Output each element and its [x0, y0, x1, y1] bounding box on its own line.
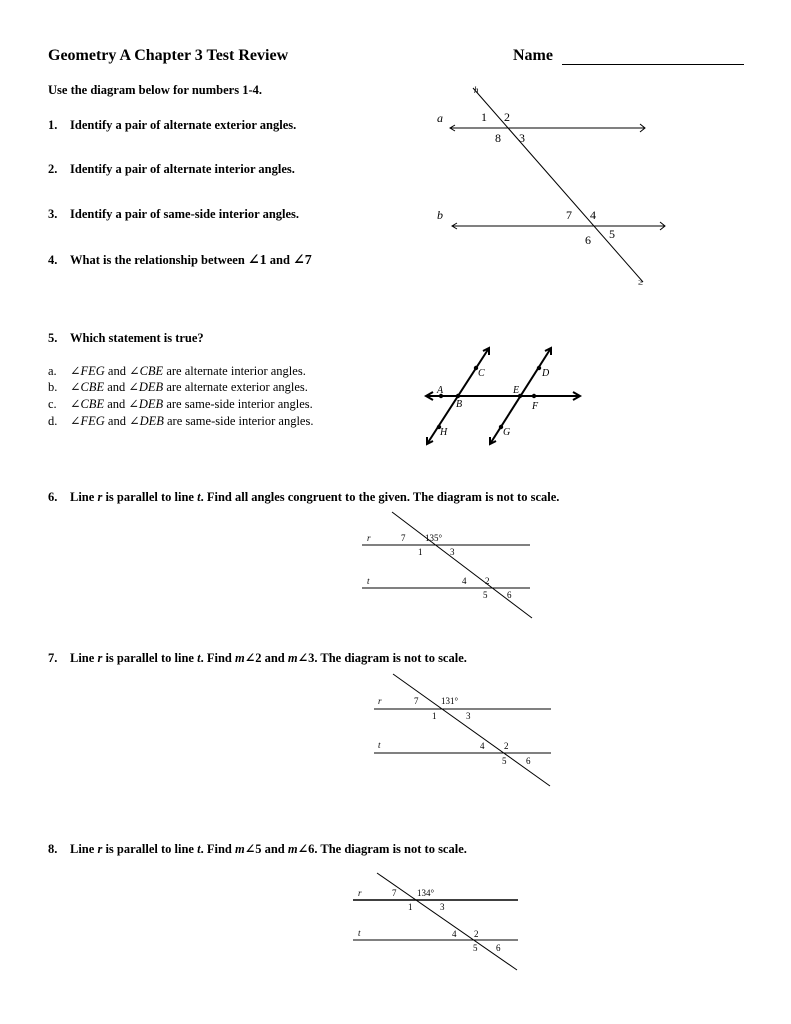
angle-label-2: 2 [474, 929, 479, 939]
angle-label-7: 7 [392, 888, 397, 898]
variable-t: t [197, 490, 201, 504]
conjunction: and [261, 842, 288, 856]
option-text: are alternate exterior angles. [163, 380, 308, 394]
label-point-b: B [456, 399, 463, 410]
label-point-g: G [503, 427, 511, 438]
angle-symbol: ∠1 [247, 253, 267, 268]
angle-name: ∠DEB [128, 380, 164, 394]
variable-t: t [197, 651, 201, 665]
question-number: 2. [48, 162, 58, 176]
angle-label-7: 7 [401, 533, 406, 543]
question-text: . Find all angles congruent to the given. The diagram is not to scale. [200, 490, 560, 504]
angle-name: ∠DEB [128, 397, 164, 411]
given-angle: 135° [425, 533, 443, 543]
angle-label-1: 1 [408, 902, 413, 912]
option-letter: b. [48, 380, 58, 394]
question-number: 1. [48, 118, 58, 132]
given-angle: 134° [417, 888, 435, 898]
angle-label-1: 1 [481, 110, 487, 124]
angle-name: ∠CBE [129, 364, 164, 378]
angle-symbol: ∠6 [297, 842, 315, 856]
question-text: Identify a pair of alternate interior angles. [70, 162, 295, 176]
question-text: Line [70, 842, 98, 856]
label-point-c: C [478, 368, 485, 379]
angle-label-4: 4 [452, 929, 457, 939]
angle-label-6: 6 [526, 756, 531, 766]
question-text: What is the relationship between [70, 253, 248, 267]
option-text: are same-side interior angles. [163, 397, 313, 411]
option-letter: a. [48, 364, 57, 378]
label-line-t: t [367, 576, 370, 586]
option-text: are alternate interior angles. [163, 364, 306, 378]
angle-label-5: 5 [483, 590, 488, 600]
question-text: Line [70, 490, 98, 504]
question-text: Line [70, 651, 98, 665]
angle-label-3: 3 [450, 547, 455, 557]
label-point-h: H [440, 427, 448, 438]
variable-t: t [197, 842, 201, 856]
angle-label-6: 6 [507, 590, 512, 600]
question-number: 5. [48, 331, 58, 345]
angle-label-5: 5 [502, 756, 507, 766]
given-angle: 131° [441, 696, 459, 706]
label-line-t: t [358, 928, 361, 938]
variable-m: m [287, 842, 298, 856]
angle-label-3: 3 [440, 902, 445, 912]
label-line-a: a [437, 111, 443, 125]
question-number: 3. [48, 207, 58, 221]
question-number: 7. [48, 651, 58, 665]
conjunction: and [266, 253, 294, 267]
label-line-r: r [378, 696, 382, 706]
angle-label-3: 3 [519, 131, 525, 145]
variable-r: r [97, 842, 103, 856]
angle-symbol: ∠7 [293, 253, 312, 268]
variable-m: m [234, 651, 245, 665]
conjunction: and [261, 651, 288, 665]
angle-label-7: 7 [414, 696, 419, 706]
label-line-r: r [358, 888, 362, 898]
angle-label-6: 6 [585, 233, 591, 247]
option-letter: c. [48, 397, 57, 411]
variable-r: r [97, 651, 103, 665]
angle-label-8: 8 [495, 131, 501, 145]
question-text: is parallel to line [102, 842, 198, 856]
variable-r: r [97, 490, 103, 504]
name-label: Name [513, 47, 553, 64]
question-text: Which statement is true? [70, 331, 204, 345]
instructions: Use the diagram below for numbers 1-4. [48, 83, 262, 97]
label-transversal-end: ≥ [638, 277, 643, 287]
angle-label-4: 4 [590, 208, 596, 222]
label-point-e: E [513, 385, 520, 396]
question-text: is parallel to line [102, 651, 198, 665]
question-number: 4. [48, 253, 58, 267]
question-number: 8. [48, 842, 58, 856]
angle-label-1: 1 [432, 711, 437, 721]
label-point-a: A [437, 385, 444, 396]
angle-label-2: 2 [485, 576, 490, 586]
question-number: 6. [48, 490, 58, 504]
label-line-r: r [367, 533, 371, 543]
question-text: Identify a pair of alternate exterior angles. [70, 118, 297, 132]
conjunction: and [104, 414, 130, 428]
angle-label-4: 4 [480, 741, 485, 751]
angle-symbol: ∠2 [244, 651, 262, 665]
question-text: . The diagram is not to scale. [314, 842, 467, 856]
angle-symbol: ∠5 [244, 842, 262, 856]
variable-m: m [287, 651, 298, 665]
angle-name: ∠FEG [70, 364, 105, 378]
label-line-t: t [378, 740, 381, 750]
question-text: Identify a pair of same-side interior angles. [70, 207, 300, 221]
question-text: is parallel to line [102, 490, 198, 504]
angle-label-6: 6 [496, 943, 501, 953]
label-point-f: F [532, 401, 539, 412]
angle-label-2: 2 [504, 741, 509, 751]
angle-label-7: 7 [566, 208, 572, 222]
question-text: . Find [200, 651, 235, 665]
angle-name: ∠CBE [70, 397, 105, 411]
page-title: Geometry A Chapter 3 Test Review [48, 47, 289, 64]
label-point-d: D [542, 368, 550, 379]
angle-label-5: 5 [473, 943, 478, 953]
question-text: . Find [200, 842, 235, 856]
angle-label-3: 3 [466, 711, 471, 721]
angle-name: ∠FEG [70, 414, 105, 428]
transversal [377, 873, 517, 970]
angle-name: ∠CBE [70, 380, 105, 394]
angle-label-1: 1 [418, 547, 423, 557]
question-text: . The diagram is not to scale. [314, 651, 467, 665]
conjunction: and [104, 364, 130, 378]
angle-symbol: ∠3 [297, 651, 315, 665]
option-text: are same-side interior angles. [163, 414, 314, 428]
conjunction: and [104, 380, 129, 394]
angle-name: ∠DEB [129, 414, 164, 428]
label-transversal: h [474, 85, 479, 95]
angle-label-2: 2 [504, 110, 510, 124]
label-line-b: b [437, 208, 443, 222]
variable-m: m [234, 842, 245, 856]
option-letter: d. [48, 414, 58, 428]
angle-label-5: 5 [609, 227, 615, 241]
angle-label-4: 4 [462, 576, 467, 586]
conjunction: and [104, 397, 129, 411]
